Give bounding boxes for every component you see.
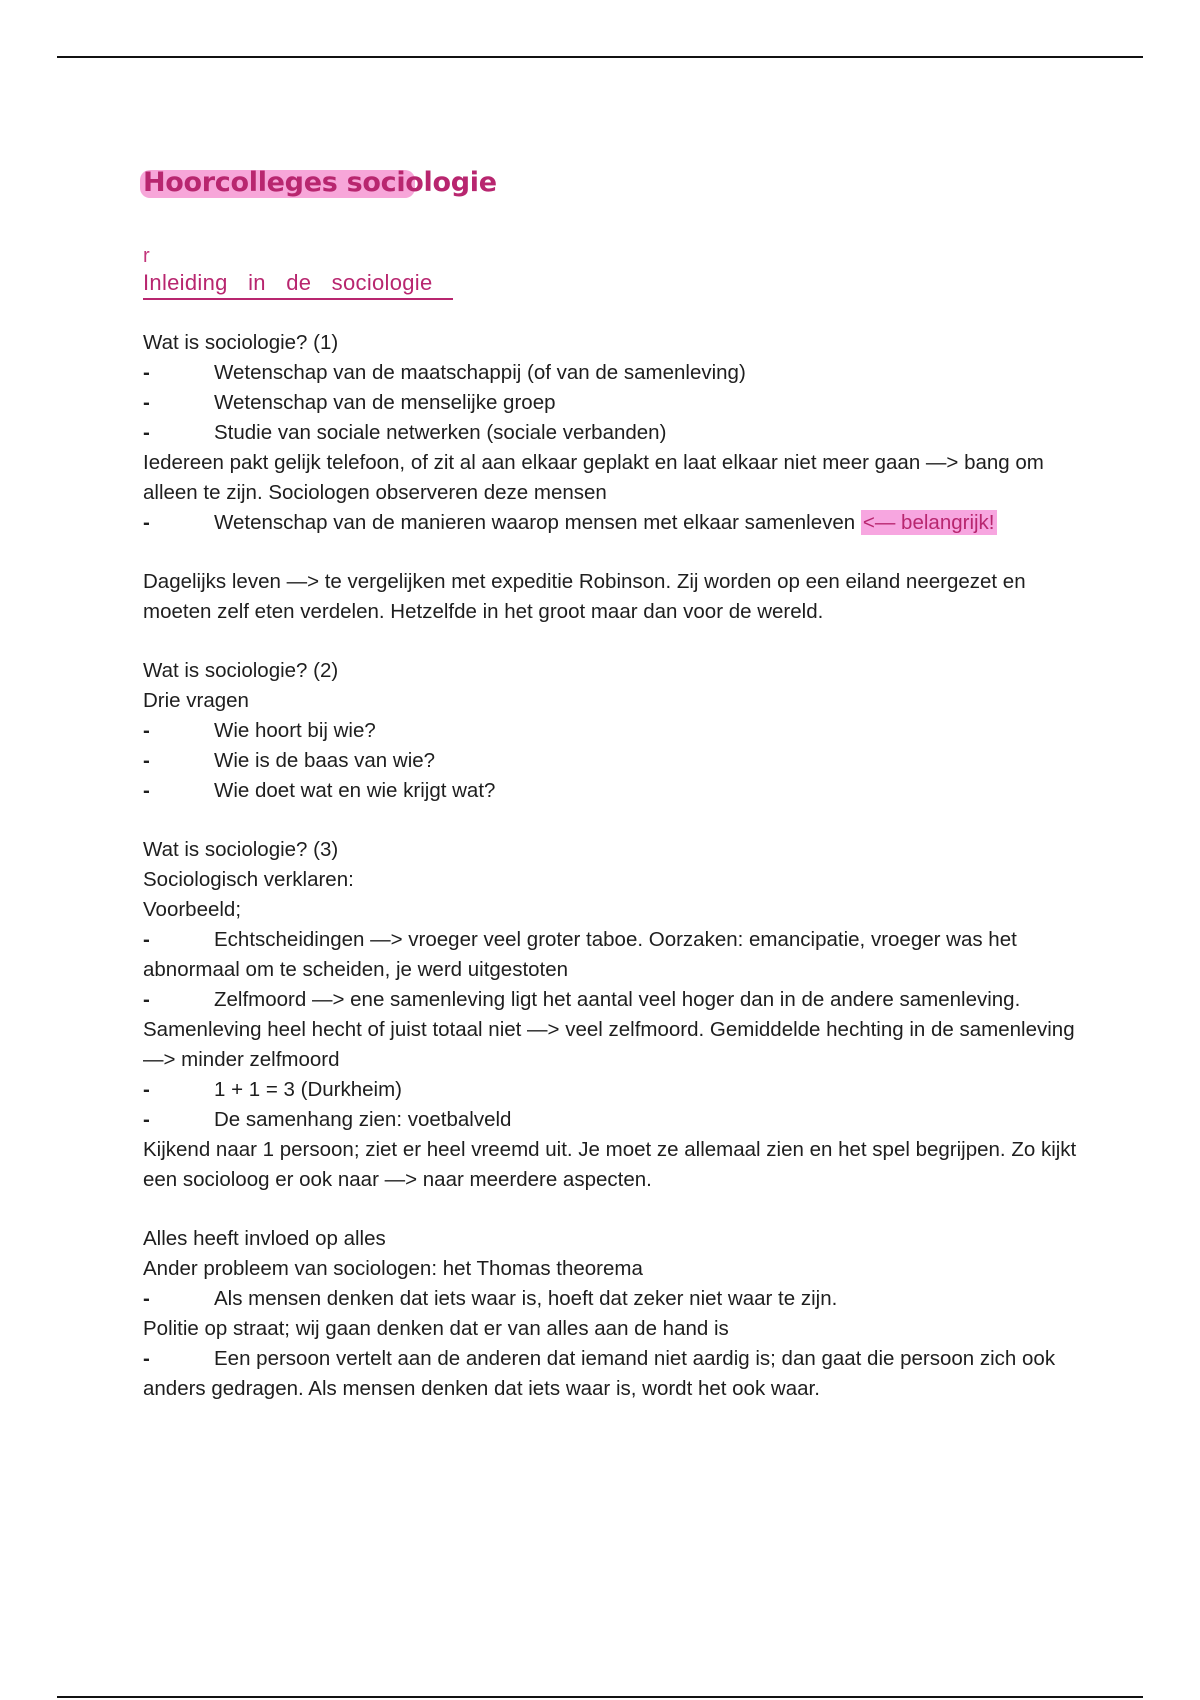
bullet-dash: - — [143, 779, 150, 802]
bullet-text: De samenhang zien: voetbalveld — [214, 1108, 512, 1131]
bullet-text: Studie van sociale netwerken (sociale verbanden) — [214, 421, 667, 444]
bullet-item — [143, 1284, 1093, 1314]
text-line: Sociologisch verklaren: — [143, 868, 354, 891]
bullet-item — [143, 985, 1093, 1075]
bottom-rule — [57, 1696, 1143, 1698]
bullet-item — [143, 508, 1093, 538]
bullet-text: Zelfmoord —> ene samenleving ligt het aantal veel hoger dan in de andere samenleving. Samenleving heel hecht of juist totaal niet —> veel zelfmoord. Gemiddelde hechting in de samenleving —> minder zelfmoord — [143, 988, 1075, 1071]
section-intro: Drie vragen — [143, 689, 249, 712]
document-body — [143, 328, 1093, 1404]
section-heading: Wat is sociologie? (2) — [143, 659, 339, 682]
document-title — [143, 160, 1093, 206]
paragraph: Iedereen pakt gelijk telefoon, of zit al aan elkaar geplakt en laat elkaar niet meer gaan —> bang om alleen te zijn. Sociologen observeren deze mensen — [143, 451, 1044, 504]
bullet-dash: - — [143, 511, 150, 534]
bullet-item — [143, 716, 1093, 746]
bullet-text: Wie hoort bij wie? — [214, 719, 376, 742]
document-title-text: Hoorcolleges sociologie — [143, 167, 497, 198]
text-line: Politie op straat; wij gaan denken dat er van alles aan de hand is — [143, 1317, 729, 1340]
bullet-dash: - — [143, 391, 150, 414]
bullet-dash: - — [143, 1347, 150, 1370]
stray-mark: r — [143, 245, 150, 267]
bullet-dash: - — [143, 719, 150, 742]
bullet-item — [143, 388, 1093, 418]
top-rule — [57, 56, 1143, 58]
bullet-text: Wetenschap van de menselijke groep — [214, 391, 556, 414]
bullet-dash: - — [143, 928, 150, 951]
document-page — [143, 160, 1093, 1404]
paragraph: Dagelijks leven —> te vergelijken met expeditie Robinson. Zij worden op een eiland neergezet en moeten zelf eten verdelen. Hetzelfde in het groot maar dan voor de wereld. — [143, 570, 1026, 623]
bullet-text: Echtscheidingen —> vroeger veel groter taboe. Oorzaken: emancipatie, vroeger was het abnormaal om te scheiden, je werd uitgestoten — [143, 928, 1017, 981]
bullet-text: Een persoon vertelt aan de anderen dat iemand niet aardig is; dan gaat die persoon zich ook anders gedragen. Als mensen denken dat iets waar is, wordt het ook waar. — [143, 1347, 1056, 1400]
bullet-item — [143, 925, 1093, 985]
bullet-item — [143, 1075, 1093, 1105]
bullet-dash: - — [143, 421, 150, 444]
bullet-text-main: Wetenschap van de manieren waarop mensen met elkaar samenleven — [214, 511, 856, 534]
bullet-dash: - — [143, 1287, 150, 1310]
bullet-item — [143, 1105, 1093, 1135]
bullet-text — [214, 508, 997, 538]
bullet-item — [143, 358, 1093, 388]
important-highlight: <— belangrijk! — [862, 511, 995, 534]
bullet-text: Wie is de baas van wie? — [214, 749, 436, 772]
bullet-dash: - — [143, 749, 150, 772]
bullet-text: Wetenschap van de maatschappij (of van de samenleving) — [214, 361, 746, 384]
bullet-dash: - — [143, 1108, 150, 1131]
text-line: Alles heeft invloed op alles — [143, 1227, 386, 1250]
bullet-text: 1 + 1 = 3 (Durkheim) — [214, 1078, 402, 1101]
bullet-item — [143, 1344, 1093, 1404]
text-line: Ander probleem van sociologen: het Thomas theorema — [143, 1257, 643, 1280]
section-heading: Wat is sociologie? (3) — [143, 838, 339, 861]
paragraph: Kijkend naar 1 persoon; ziet er heel vreemd uit. Je moet ze allemaal zien en het spel begrijpen. Zo kijkt een socioloog er ook naar —> naar meerdere aspecten. — [143, 1138, 1077, 1191]
bullet-dash: - — [143, 988, 150, 1011]
bullet-dash: - — [143, 1078, 150, 1101]
bullet-dash: - — [143, 361, 150, 384]
bullet-item — [143, 418, 1093, 448]
bullet-text: Als mensen denken dat iets waar is, hoeft dat zeker niet waar te zijn. — [214, 1287, 838, 1310]
bullet-text: Wie doet wat en wie krijgt wat? — [214, 779, 496, 802]
section-heading: Wat is sociologie? (1) — [143, 331, 339, 354]
bullet-item — [143, 746, 1093, 776]
bullet-item — [143, 776, 1093, 806]
subtitle: Inleiding in de sociologie — [143, 268, 453, 300]
text-line: Voorbeeld; — [143, 898, 242, 921]
